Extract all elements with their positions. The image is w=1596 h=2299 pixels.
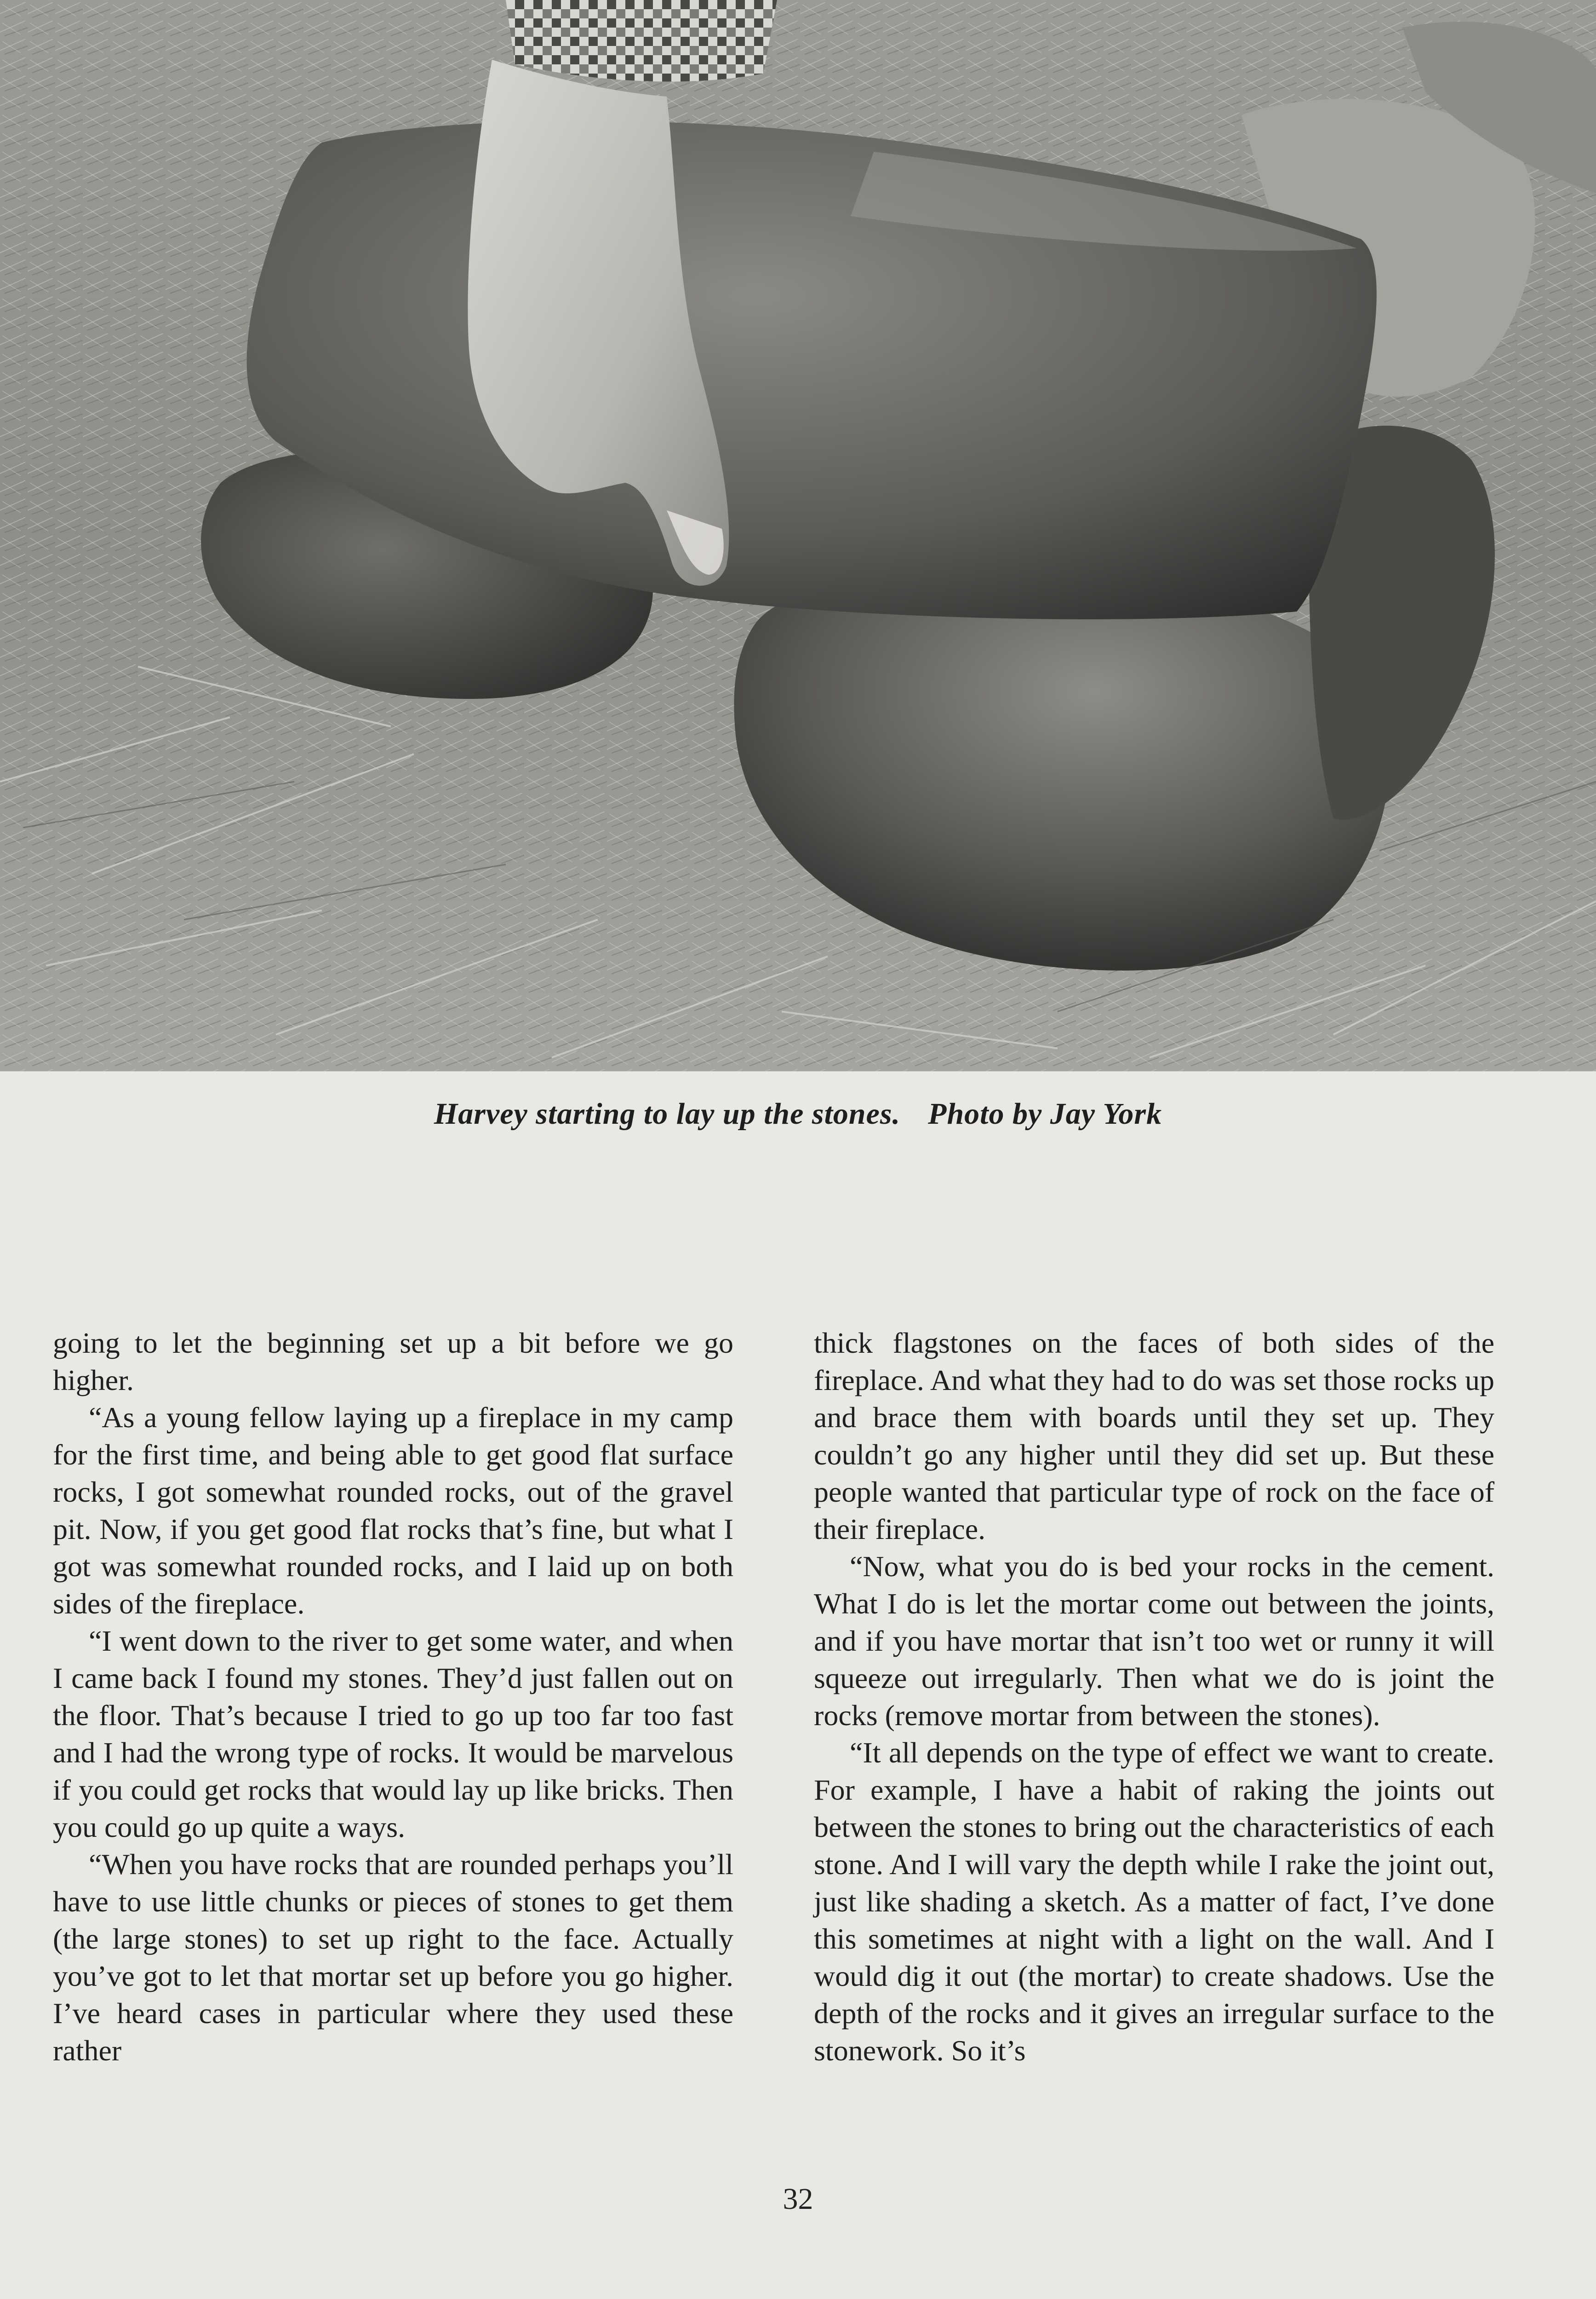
left-paragraph-1: going to let the beginning set up a bit before we go higher. [53,1327,733,1396]
stone-laying-photo [0,0,1596,1071]
right-paragraph-3: “It all depends on the type of effect we want to create. For example, I have a habit of raking the joints out between the stones to bring out the characteristics of each stone. And I will vary the depth while I rake the joint out, just like shading a sketch. As a matter of fact, I’ve done this sometimes at night with a light on the wall. And I would dig it out (the mortar) to create shadows. Use the depth of the rocks and it gives an irregular surface to the stonework. So it’s [814,1736,1494,2067]
left-paragraph-3: “I went down to the river to get some water, and when I came back I found my stones. They’d just fallen out on the floor. That’s because I tried to go up too far too fast and I had the wrong type of rocks. It would be marvelous if you could get rocks that would lay up like bricks. Then you could go up quite a ways. [53,1624,733,1843]
photo-credit: Photo by Jay York [928,1097,1162,1131]
photo-caption [0,1097,1596,1132]
page-number: 32 [783,2182,813,2216]
right-column [814,1324,1494,2069]
plaid-sleeve [506,0,777,81]
caption-text: Harvey starting to lay up the stones. [434,1097,901,1131]
left-paragraph-2: “As a young fellow laying up a fireplace in my camp for the first time, and being able to get good flat surface rocks, I got somewhat rounded rocks, out of the gravel pit. Now, if you get good flat rocks that’s fine, but what I got was somewhat rounded rocks, and I laid up on both sides of the fireplace. [53,1401,733,1620]
photo-illustration [0,0,1596,1071]
left-column [53,1324,733,2069]
right-paragraph-1: thick flagstones on the faces of both sides of the fireplace. And what they had to do was set those rocks up and brace them with boards until they set up. They couldn’t go any higher until they did set up. But these people wanted that particular type of rock on the face of their fireplace. [814,1327,1494,1545]
right-paragraph-2: “Now, what you do is bed your rocks in the cement. What I do is let the mortar come out between the joints, and if you have mortar that isn’t too wet or runny it will squeeze out irregularly. Then what we do is joint the rocks (remove mortar from between the stones). [814,1550,1494,1732]
left-paragraph-4: “When you have rocks that are rounded perhaps you’ll have to use little chunks or pieces of stones to get them (the large stones) to set up right to the face. Actually you’ve got to let that mortar set up before you go higher. I’ve heard cases in particular where they used these rather [53,1848,733,2067]
